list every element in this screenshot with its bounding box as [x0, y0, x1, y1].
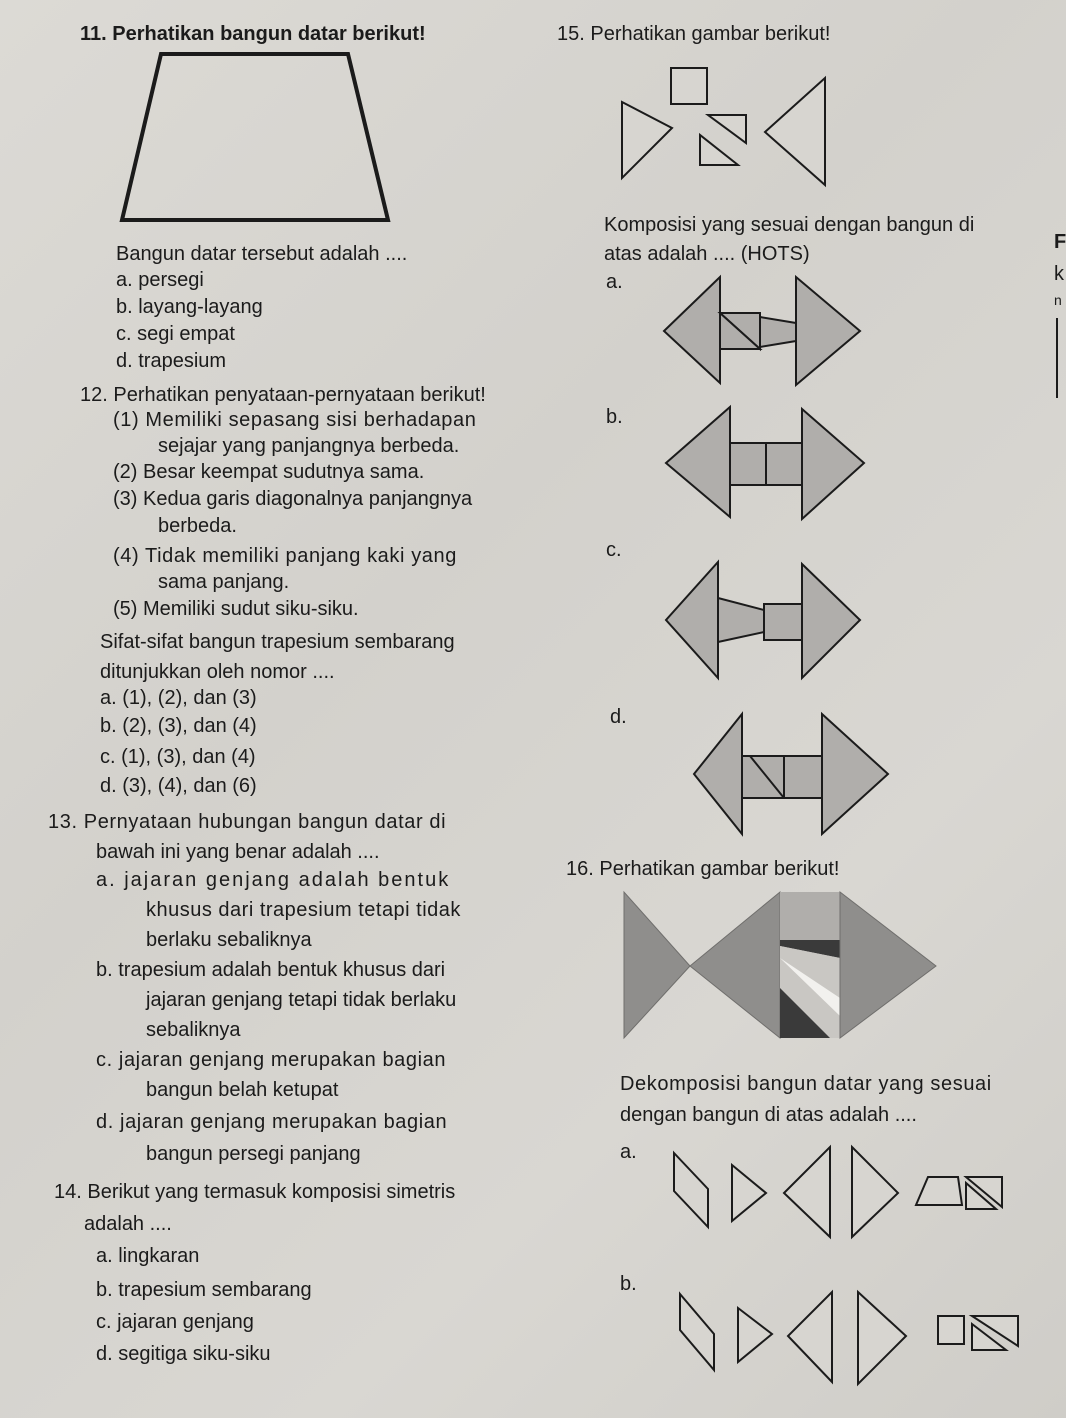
q12-option-d[interactable]: d. (3), (4), dan (6): [100, 775, 257, 797]
q14-option-d[interactable]: d. segitiga siku-siku: [96, 1343, 271, 1365]
q12-statement-5: (5) Memiliki sudut siku-siku.: [113, 598, 359, 620]
q12-question-cont: ditunjukkan oleh nomor ....: [100, 661, 335, 683]
q16-title: 16. Perhatikan gambar berikut!: [566, 858, 840, 880]
q16-option-a-figure[interactable]: [670, 1145, 1030, 1245]
q12-statement-4-cont: sama panjang.: [158, 571, 290, 593]
q13-option-a-line3: berlaku sebaliknya: [146, 929, 312, 951]
q14-option-b[interactable]: b. trapesium sembarang: [96, 1279, 312, 1301]
edge-fragment-line: [1056, 318, 1058, 398]
q13-option-b-line2: jajaran genjang tetapi tidak berlaku: [146, 989, 457, 1011]
q15-option-b-figure[interactable]: [660, 405, 870, 525]
q12-statement-1-cont: sejajar yang panjangnya berbeda.: [158, 435, 460, 457]
q14-option-a[interactable]: a. lingkaran: [96, 1245, 200, 1267]
q12-statement-1: (1) Memiliki sepasang sisi berhadapan: [113, 409, 477, 431]
q13-option-d[interactable]: d. jajaran genjang merupakan bagian: [96, 1111, 448, 1133]
q15-question-cont: atas adalah .... (HOTS): [604, 243, 810, 265]
q13-option-c[interactable]: c. jajaran genjang merupakan bagian: [96, 1049, 447, 1071]
q15-option-a-figure[interactable]: [660, 275, 870, 390]
q12-option-b[interactable]: b. (2), (3), dan (4): [100, 715, 257, 737]
q16-question: Dekomposisi bangun datar yang sesuai: [620, 1073, 992, 1095]
q16-option-b-label[interactable]: b.: [620, 1273, 637, 1295]
q11-title: 11. Perhatikan bangun datar berikut!: [80, 23, 426, 45]
q16-fish-figure: [620, 888, 940, 1048]
edge-fragment-2: k: [1054, 263, 1064, 285]
edge-fragment-3: n: [1054, 292, 1062, 308]
q14-title: 14. Berikut yang termasuk komposisi simetris: [54, 1181, 456, 1203]
trapezoid-figure: [118, 50, 393, 225]
q12-statement-3-cont: berbeda.: [158, 515, 237, 537]
q12-statement-3: (3) Kedua garis diagonalnya panjangnya: [113, 488, 473, 510]
q13-option-b-line3: sebaliknya: [146, 1019, 241, 1041]
q12-title: 12. Perhatikan penyataan-pernyataan berikut!: [80, 384, 486, 406]
q15-option-d-label[interactable]: d.: [610, 706, 627, 728]
q14-title-cont: adalah ....: [84, 1213, 172, 1235]
q15-option-b-label[interactable]: b.: [606, 406, 623, 428]
q13-option-a-line2: khusus dari trapesium tetapi tidak: [146, 899, 461, 921]
q13-option-b[interactable]: b. trapesium adalah bentuk khusus dari: [96, 959, 446, 981]
q11-stem: Bangun datar tersebut adalah ....: [116, 243, 408, 265]
q12-statement-4: (4) Tidak memiliki panjang kaki yang: [113, 545, 457, 567]
q15-pieces-figure: [620, 60, 830, 190]
q16-question-cont: dengan bangun di atas adalah ....: [620, 1104, 917, 1126]
q16-option-a-label[interactable]: a.: [620, 1141, 637, 1163]
q15-question: Komposisi yang sesuai dengan bangun di: [604, 214, 975, 236]
q13-option-c-line2: bangun belah ketupat: [146, 1079, 339, 1101]
q11-option-d[interactable]: d. trapesium: [116, 350, 227, 372]
q13-title-cont: bawah ini yang benar adalah ....: [96, 841, 380, 863]
q12-option-c[interactable]: c. (1), (3), dan (4): [100, 746, 256, 768]
q11-option-c[interactable]: c. segi empat: [116, 323, 235, 345]
q15-title: 15. Perhatikan gambar berikut!: [557, 23, 831, 45]
q15-option-c-label[interactable]: c.: [606, 539, 622, 561]
q15-option-d-figure[interactable]: [690, 712, 895, 837]
q13-title: 13. Pernyataan hubungan bangun datar di: [48, 811, 447, 833]
q13-option-a[interactable]: a. jajaran genjang adalah bentuk: [96, 869, 451, 891]
q13-option-d-line2: bangun persegi panjang: [146, 1143, 361, 1165]
q14-option-c[interactable]: c. jajaran genjang: [96, 1311, 254, 1333]
q15-option-a-label[interactable]: a.: [606, 271, 623, 293]
q12-option-a[interactable]: a. (1), (2), dan (3): [100, 687, 257, 709]
q12-question: Sifat-sifat bangun trapesium sembarang: [100, 631, 455, 653]
q11-option-a[interactable]: a. persegi: [116, 269, 204, 291]
q11-option-b[interactable]: b. layang-layang: [116, 296, 263, 318]
edge-fragment-1: F: [1054, 231, 1066, 253]
q12-statement-2: (2) Besar keempat sudutnya sama.: [113, 461, 425, 483]
q16-option-b-figure[interactable]: [676, 1290, 1036, 1390]
q15-option-c-figure[interactable]: [660, 560, 870, 680]
